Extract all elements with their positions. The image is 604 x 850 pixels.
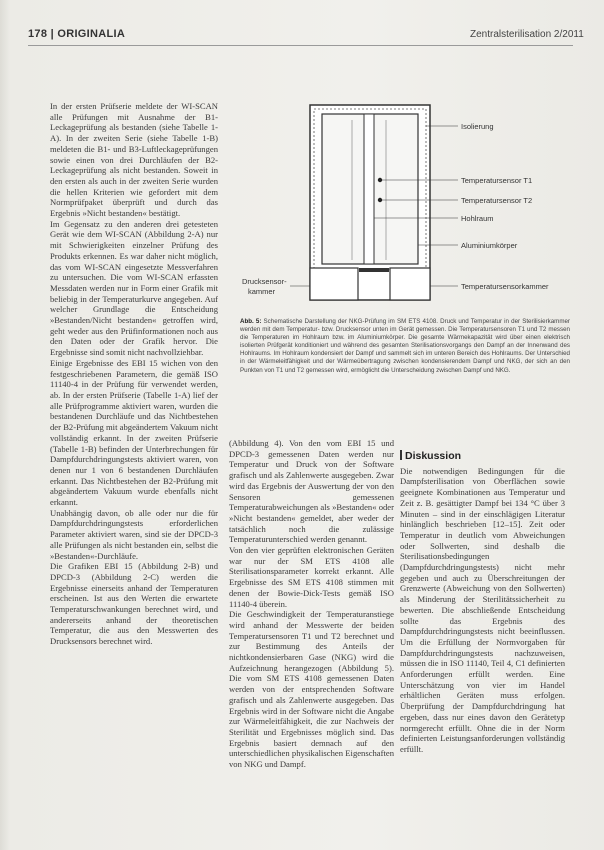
paragraph: (Abbildung 4). Von den vom EBI 15 und DPCD-3 gemessenen Daten werden nur Temperatur und Druck von der Software grafisch und als Zahlenwerte ausgegeben. Zwar wird das Ergebnis der Auswertung der von den Sensoren gemessenen Temperaturabweichungen als »Bestanden« oder »Nicht bestanden« gemeldet, aber weder der tatsächlich noch die zulässige Temperaturunterschied werden genannt. (229, 438, 394, 545)
paragraph: Die Geschwindigkeit der Temperaturanstiege wird anhand der Messwerte der beiden Temperatursensoren T1 und T2 berechnet und zur Bestimmung des Anteils der nichtkondensierbaren Gase (NKG) wird die Aufzeichnung herangezogen (Abbildung 5). Die vom SM ETS 4108 gemessenen Daten werden von der entsprechenden Software grafisch und als Zahlenwerte ausgegeben. Das Ergebnis wird in der Software nicht die Angabe zur Wärmeleitfähigkeit, die zur Nachweis der Sterilität und Ergebnisses möglich sind. Das Ergebnis basiert demnach auf den unterschiedlichen physikalischen Eigenschaften von NKG und Dampf. (229, 609, 394, 770)
heading-bar (400, 450, 402, 460)
running-header-left: 178 | ORIGINALIA (28, 28, 126, 40)
section-title: Diskussion (405, 450, 462, 462)
label-temp-sensor-1: Temperatursensor T1 (461, 176, 533, 185)
paragraph: Einige Ergebnisse des EBI 15 wichen von den festgeschriebenen Parametern, die gemäß ISO 11140-4 in der Prüfung für verwendet werden, ab. In der ersten Prüfserie (Tabelle 1-A) lief der alle Prüfprogramme aktiviert waren, wurden die bestandenen Durchläufe und das Nichtbestehen der B2-Prüfung mit abgeändertem Vakuum nicht vollständig erkannt. In der zweiten Prüfserie (Tabelle 1-B) befinden der Unterbrechungen für Dampfdurchdringungstests aktiviert waren, von denen nur 1 von 6 bestandenen Durchläufen erkannt. Das Nichtbestehen der B2-Prüfung mit abgeändertem Vakuum wurde ebenfalls nicht erkannt. (50, 357, 218, 508)
temperature-sensor-chamber (390, 268, 430, 300)
label-isolation: Isolierung (461, 122, 494, 131)
text-column-middle (229, 438, 394, 770)
header-rule (28, 45, 573, 46)
paragraph: Von den vier geprüften elektronischen Geräten war nur der SM ETS 4108 alle Sterilisationsparameter korrekt erkannt. Alle Ergebnisse des SM ETS 4108 stimmen mit denen der Bowie-Dick-Tests gemäß ISO 11140-4 überein. (229, 545, 394, 609)
sensor-t1-dot (378, 178, 382, 182)
caption-label: Abb. 5: (240, 318, 262, 325)
paragraph: Unabhängig davon, ob alle oder nur die für Dampfdurchdringungstests erforderlichen Parameter aktiviert waren, sind sie der DPCD-3 alle Prüfungen als nicht bestanden ein, selbst die »Bestanden«-Durchläufe. (50, 507, 218, 561)
paragraph: Die notwendigen Bedingungen für die Dampfsterilisation von Oberflächen sowie geeignete Kombinationen aus Temperatur und Zeit z. B. gesättigter Dampf bei 134 °C über 3 Minuten – sind in der einschlägigen Literatur hinlänglich beschrieben [12–15]. Zeit oder Temperatur in deutlich vom Abweichungen oder Sollwerten, sind deshalb die Sterilisationsbedingungen (Dampfdurchdringungstests) nicht mehr gegeben und auch zu Überschreitungen der Grenzwerte (Abweichung von den Sollwerten) als Minderung der Sterilitätssicherheit zu bewerten. Die abschließende Entscheidung sollte das Ergebnis des Dampfdurchdringungstests nicht beeinflussen. Um die Erfüllung der Normvorgaben für Dampfdurchdringungstests nachzuweisen, müssen die in ISO 11140, Teil 4, C1 definierten Anforderungen erfüllt werden. Eine Unterschätzung von vier im Handel erhältlichen Geräten muss erfolgen. Überprüfung der Dampfdurchdringung hat ergeben, dass nur eines davon den Gerätetyp normgerecht erfüllt. Ohne die in der Norm definierten Leistungsanforderungen vollständig erfüllt. (400, 465, 565, 754)
paragraph: Die Grafiken EBI 15 (Abbildung 2-B) und DPCD-3 (Abbildung 2-C) werden die Ergebnisse einerseits anhand der Temperaturen erscheinen. Ist aus den Werten die erwartete Temperaturschwankungen berechnet wird, und andererseits anhand der theoretischen Temperatur, die aus den Messwerten des Drucksensors berechnet wird. (50, 561, 218, 647)
pressure-sensor-chamber (310, 268, 358, 300)
figure-diagram (240, 100, 570, 315)
section-heading (400, 450, 565, 462)
running-header-right: Zentralsterilisation 2/2011 (470, 29, 584, 40)
label-hohlraum: Hohlraum (461, 214, 494, 223)
label-temp-chamber: Temperatursensorkammer (461, 282, 549, 291)
label-pressure-chamber-1: Drucksensor- (242, 277, 287, 286)
sensor-t2-dot (378, 198, 382, 202)
label-aluminium: Aluminiumkörper (461, 241, 518, 250)
label-pressure-chamber-2: kammer (248, 287, 276, 296)
text-column-left (50, 101, 218, 647)
paragraph: In der ersten Prüfserie meldete der WI-SCAN alle Prüfungen mit Ausnahme der B1-Leckageprüfung als bestanden (siehe Tabelle 1-A). In der zweiten Serie (siehe Tabelle 1-B) meldeten die B1- und B3-Luftleckageprüfungen sowie einen von drei Durchläufen der B2-Leckageprüfung als nicht bestanden. Soweit in den ersten als auch in der zweiten Serie wurden die hellen Kriterien wie gefordert mit dem Normprüfpaket überprüft und durch das Ergebnis »Nicht bestanden« bestätigt. (50, 101, 218, 219)
figure-caption (240, 318, 570, 375)
connector-bar (359, 268, 389, 272)
caption-text: Schematische Darstellung der NKG-Prüfung im SM ETS 4108. Druck und Temperatur in der Sterilisierkammer werden mit dem Temperatur- bzw. Drucksensor unten im Gerät gemessen. Die Temperatursensoren T1 und T2 messen die Temperaturen im Hohlraum bzw. im Aluminiumkörper. Die gesamte Wärmekapazität wird über einen elektrisch isolierten Prüfgerät konditioniert und während des gesamten Sterilisationsvorgangs den Dampf an der Innenwand des Hohlraums. Im Hohlraum kondensiert der Dampf und sammelt sich im unteren Bereich des Hohlraums. Der Unterschied in der Wärmeleitfähigkeit und der Wärmeübertragung zwischen kondensierendem Dampf und NKG, der sich an den Punkten von T1 und T2 gemessen wird, ermöglicht die Unterscheidung zwischen Dampf und NKG. (240, 318, 570, 374)
hohlraum-tube (364, 114, 374, 264)
text-column-right (400, 438, 565, 755)
label-temp-sensor-2: Temperatursensor T2 (461, 196, 533, 205)
paragraph: Im Gegensatz zu den anderen drei getesteten Gerät wie dem WI-SCAN (Abbildung 2-A) nur mit Schwierigkeiten einzelner Prüfung des Produkts erkennen. Es war daher nicht möglich, das vom WI-SCAN eingesetzte Messverfahren zu untersuchen. Die vom WI-SCAN erfassten Messdaten werden nur in Form einer Grafik mit beliebig in der Temperaturkurve angegeben. Auf welcher Grundlage die Entscheidung »Bestanden/Nicht bestanden« getroffen wird, geht weder aus den Prüfinformationen noch aus den Daten oder der Grafik hervor. Die Ergebnisse sind somit nicht nachvollziehbar. (50, 218, 218, 358)
